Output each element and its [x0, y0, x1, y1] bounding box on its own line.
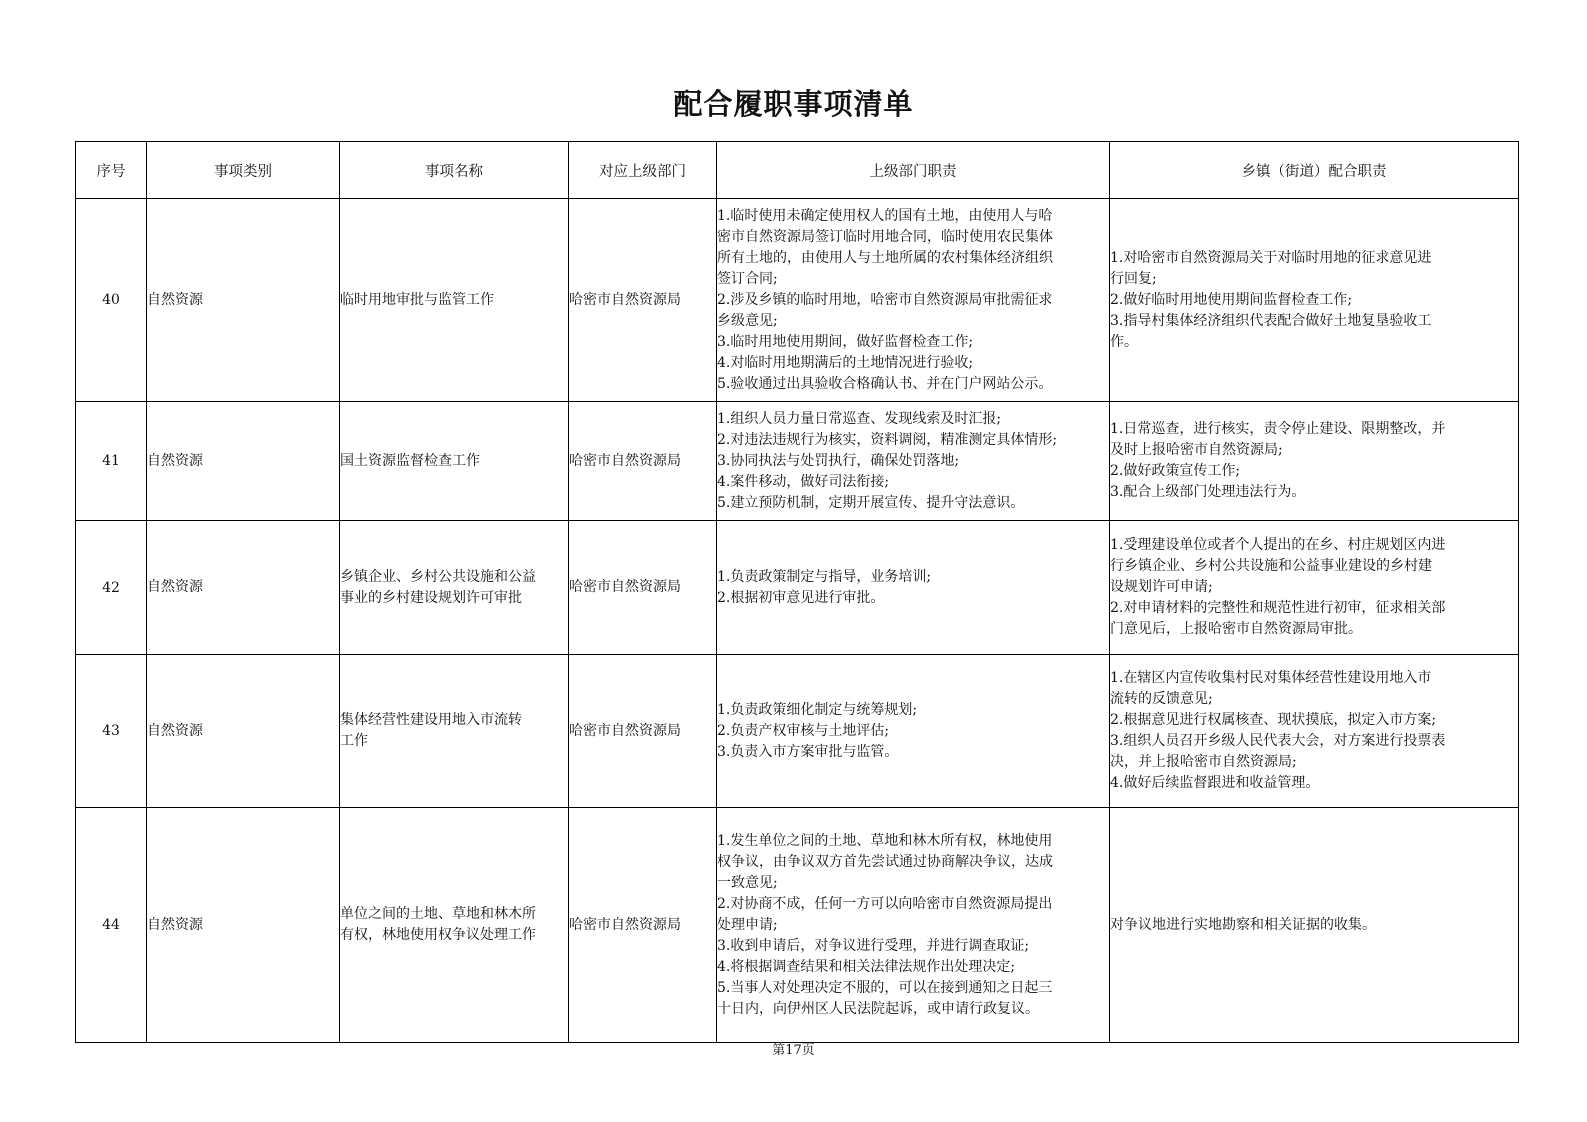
duty-line: 2.对协商不成，任何一方可以向哈密市自然资源局提出: [717, 895, 1053, 912]
coop-line: 2.做好政策宣传工作;: [1110, 463, 1241, 479]
duty-line: 一致意见;: [717, 874, 778, 891]
row-department-duties: [717, 199, 1110, 402]
row-department-duties: [717, 521, 1110, 655]
coop-line: 对争议地进行实地勘察和相关证据的收集。: [1110, 916, 1376, 933]
row-item-name: 国土资源监督检查工作: [340, 402, 569, 521]
row-township-duties: [1110, 402, 1519, 521]
coop-line: 3.指导村集体经济组织代表配合做好土地复垦验收工: [1110, 312, 1432, 329]
coop-line: 2.做好临时用地使用期间监督检查工作;: [1110, 291, 1353, 308]
row-department-duties: [717, 808, 1110, 1043]
duty-line: 1.组织人员力量日常巡查、发现线索及时汇报;: [717, 410, 1002, 427]
row-category: 自然资源: [147, 655, 340, 808]
duty-line: 签订合同;: [717, 270, 778, 287]
table-row: [76, 521, 1519, 655]
page-number: 第17页: [772, 1043, 815, 1058]
duty-line: 密市自然资源局签订临时用地合同，临时使用农民集体: [717, 228, 1053, 245]
row-township-duties: [1110, 521, 1519, 655]
duty-line: 5.当事人对处理决定不服的，可以在接到通知之日起三: [717, 979, 1053, 996]
duty-line: 4.对临时用地期满后的土地情况进行验收;: [717, 354, 974, 371]
duty-line: 3.临时用地使用期间，做好监督检查工作;: [717, 333, 974, 350]
row-township-duties: [1110, 655, 1519, 808]
coop-line: 1.在辖区内宣传收集村民对集体经营性建设用地入市: [1110, 670, 1432, 686]
column-header-category: 事项类别: [147, 142, 340, 199]
duty-line: 权争议，由争议双方首先尝试通过协商解决争议，达成: [717, 853, 1053, 870]
row-township-duties: [1110, 199, 1519, 402]
row-department-duties: [717, 655, 1110, 808]
coop-line: 2.对申请材料的完整性和规范性进行初审，征求相关部: [1110, 600, 1446, 616]
duty-line: 3.收到申请后，对争议进行受理，并进行调查取证;: [717, 937, 1030, 954]
row-department: 哈密市自然资源局: [569, 199, 717, 402]
coop-line: 决，并上报哈密市自然资源局;: [1110, 754, 1297, 770]
duty-line: 2.对违法违规行为核实，资料调阅，精准测定具体情形;: [717, 431, 1058, 448]
coop-line: 及时上报哈密市自然资源局;: [1110, 442, 1283, 458]
item-name-line: 单位之间的土地、草地和林木所: [340, 906, 536, 922]
duty-line: 1.临时使用未确定使用权人的国有土地，由使用人与哈: [717, 207, 1053, 224]
row-item-name: 临时用地审批与监管工作: [340, 199, 569, 402]
row-department-duties: [717, 402, 1110, 521]
row-township-duties: [1110, 808, 1519, 1043]
table-row: [76, 655, 1519, 808]
column-header-department-duties: 上级部门职责: [717, 142, 1110, 199]
duty-line: 4.案件移动，做好司法衔接;: [717, 473, 890, 490]
row-item-name: [340, 655, 569, 808]
table-row: [76, 199, 1519, 402]
coop-line: 门意见后，上报哈密市自然资源局审批。: [1110, 621, 1362, 637]
item-name-line: 乡镇企业、乡村公共设施和公益: [340, 568, 536, 585]
duty-line: 乡级意见;: [717, 312, 778, 329]
coop-line: 行回复;: [1110, 270, 1157, 287]
column-header-township-duties: 乡镇（街道）配合职责: [1110, 142, 1519, 199]
duty-line: 十日内，向伊州区人民法院起诉，或申请行政复议。: [717, 1000, 1039, 1017]
row-department: 哈密市自然资源局: [569, 402, 717, 521]
coop-line: 设规划许可申请;: [1110, 579, 1213, 595]
row-number: 43: [76, 655, 147, 808]
row-number: 40: [76, 199, 147, 402]
column-header-item-name: 事项名称: [340, 142, 569, 199]
coop-line: 行乡镇企业、乡村公共设施和公益事业建设的乡村建: [1110, 558, 1432, 574]
coop-line: 4.做好后续监督跟进和收益管理。: [1110, 775, 1320, 791]
duty-line: 3.协同执法与处罚执行，确保处罚落地;: [717, 452, 960, 469]
row-item-name: [340, 808, 569, 1043]
column-header-number: 序号: [76, 142, 147, 199]
duty-line: 4.将根据调查结果和相关法律法规作出处理决定;: [717, 958, 1016, 975]
table-row: [76, 808, 1519, 1043]
row-category: 自然资源: [147, 199, 340, 402]
coop-line: 2.根据意见进行权属核查、现状摸底，拟定入市方案;: [1110, 712, 1437, 728]
row-item-name: [340, 521, 569, 655]
duty-line: 2.涉及乡镇的临时用地，哈密市自然资源局审批需征求: [717, 291, 1053, 308]
coop-line: 流转的反馈意见;: [1110, 691, 1213, 707]
item-name-line: 事业的乡村建设规划许可审批: [340, 589, 522, 606]
page-title: 配合履职事项清单: [673, 87, 914, 121]
duty-line: 5.建立预防机制，定期开展宣传、提升守法意识。: [717, 494, 1025, 511]
coop-line: 1.受理建设单位或者个人提出的在乡、村庄规划区内进: [1110, 537, 1446, 553]
row-department: 哈密市自然资源局: [569, 655, 717, 808]
duty-table: [75, 141, 1519, 1043]
table-header-row: [76, 142, 1519, 199]
row-number: 44: [76, 808, 147, 1043]
item-name-line: 有权，林地使用权争议处理工作: [340, 927, 536, 943]
duty-line: 所有土地的，由使用人与土地所属的农村集体经济组织: [717, 249, 1053, 266]
coop-line: 作。: [1110, 333, 1138, 350]
row-department: 哈密市自然资源局: [569, 808, 717, 1043]
row-category: 自然资源: [147, 808, 340, 1043]
row-number: 41: [76, 402, 147, 521]
row-department: 哈密市自然资源局: [569, 521, 717, 655]
duty-line: 1.负责政策制定与指导，业务培训;: [717, 568, 932, 585]
row-number: 42: [76, 521, 147, 655]
coop-line: 1.日常巡查，进行核实，责令停止建设、限期整改，并: [1110, 421, 1446, 437]
item-name-line: 集体经营性建设用地入市流转: [340, 712, 522, 728]
coop-line: 3.配合上级部门处理违法行为。: [1110, 484, 1306, 500]
row-category: 自然资源: [147, 402, 340, 521]
duty-line: 1.发生单位之间的土地、草地和林木所有权，林地使用: [717, 832, 1053, 849]
item-name-line: 工作: [340, 733, 368, 749]
column-header-department: 对应上级部门: [569, 142, 717, 199]
duty-line: 2.根据初审意见进行审批。: [717, 589, 885, 606]
duty-line: 1.负责政策细化制定与统筹规划;: [717, 701, 918, 718]
duty-line: 处理申请;: [717, 916, 778, 933]
duty-line: 2.负责产权审核与土地评估;: [717, 722, 890, 739]
coop-line: 3.组织人员召开乡级人民代表大会，对方案进行投票表: [1110, 733, 1446, 749]
duty-line: 3.负责入市方案审批与监管。: [717, 743, 899, 760]
coop-line: 1.对哈密市自然资源局关于对临时用地的征求意见进: [1110, 249, 1432, 266]
table-row: [76, 402, 1519, 521]
duty-line: 5.验收通过出具验收合格确认书、并在门户网站公示。: [717, 375, 1053, 392]
row-category: 自然资源: [147, 521, 340, 655]
